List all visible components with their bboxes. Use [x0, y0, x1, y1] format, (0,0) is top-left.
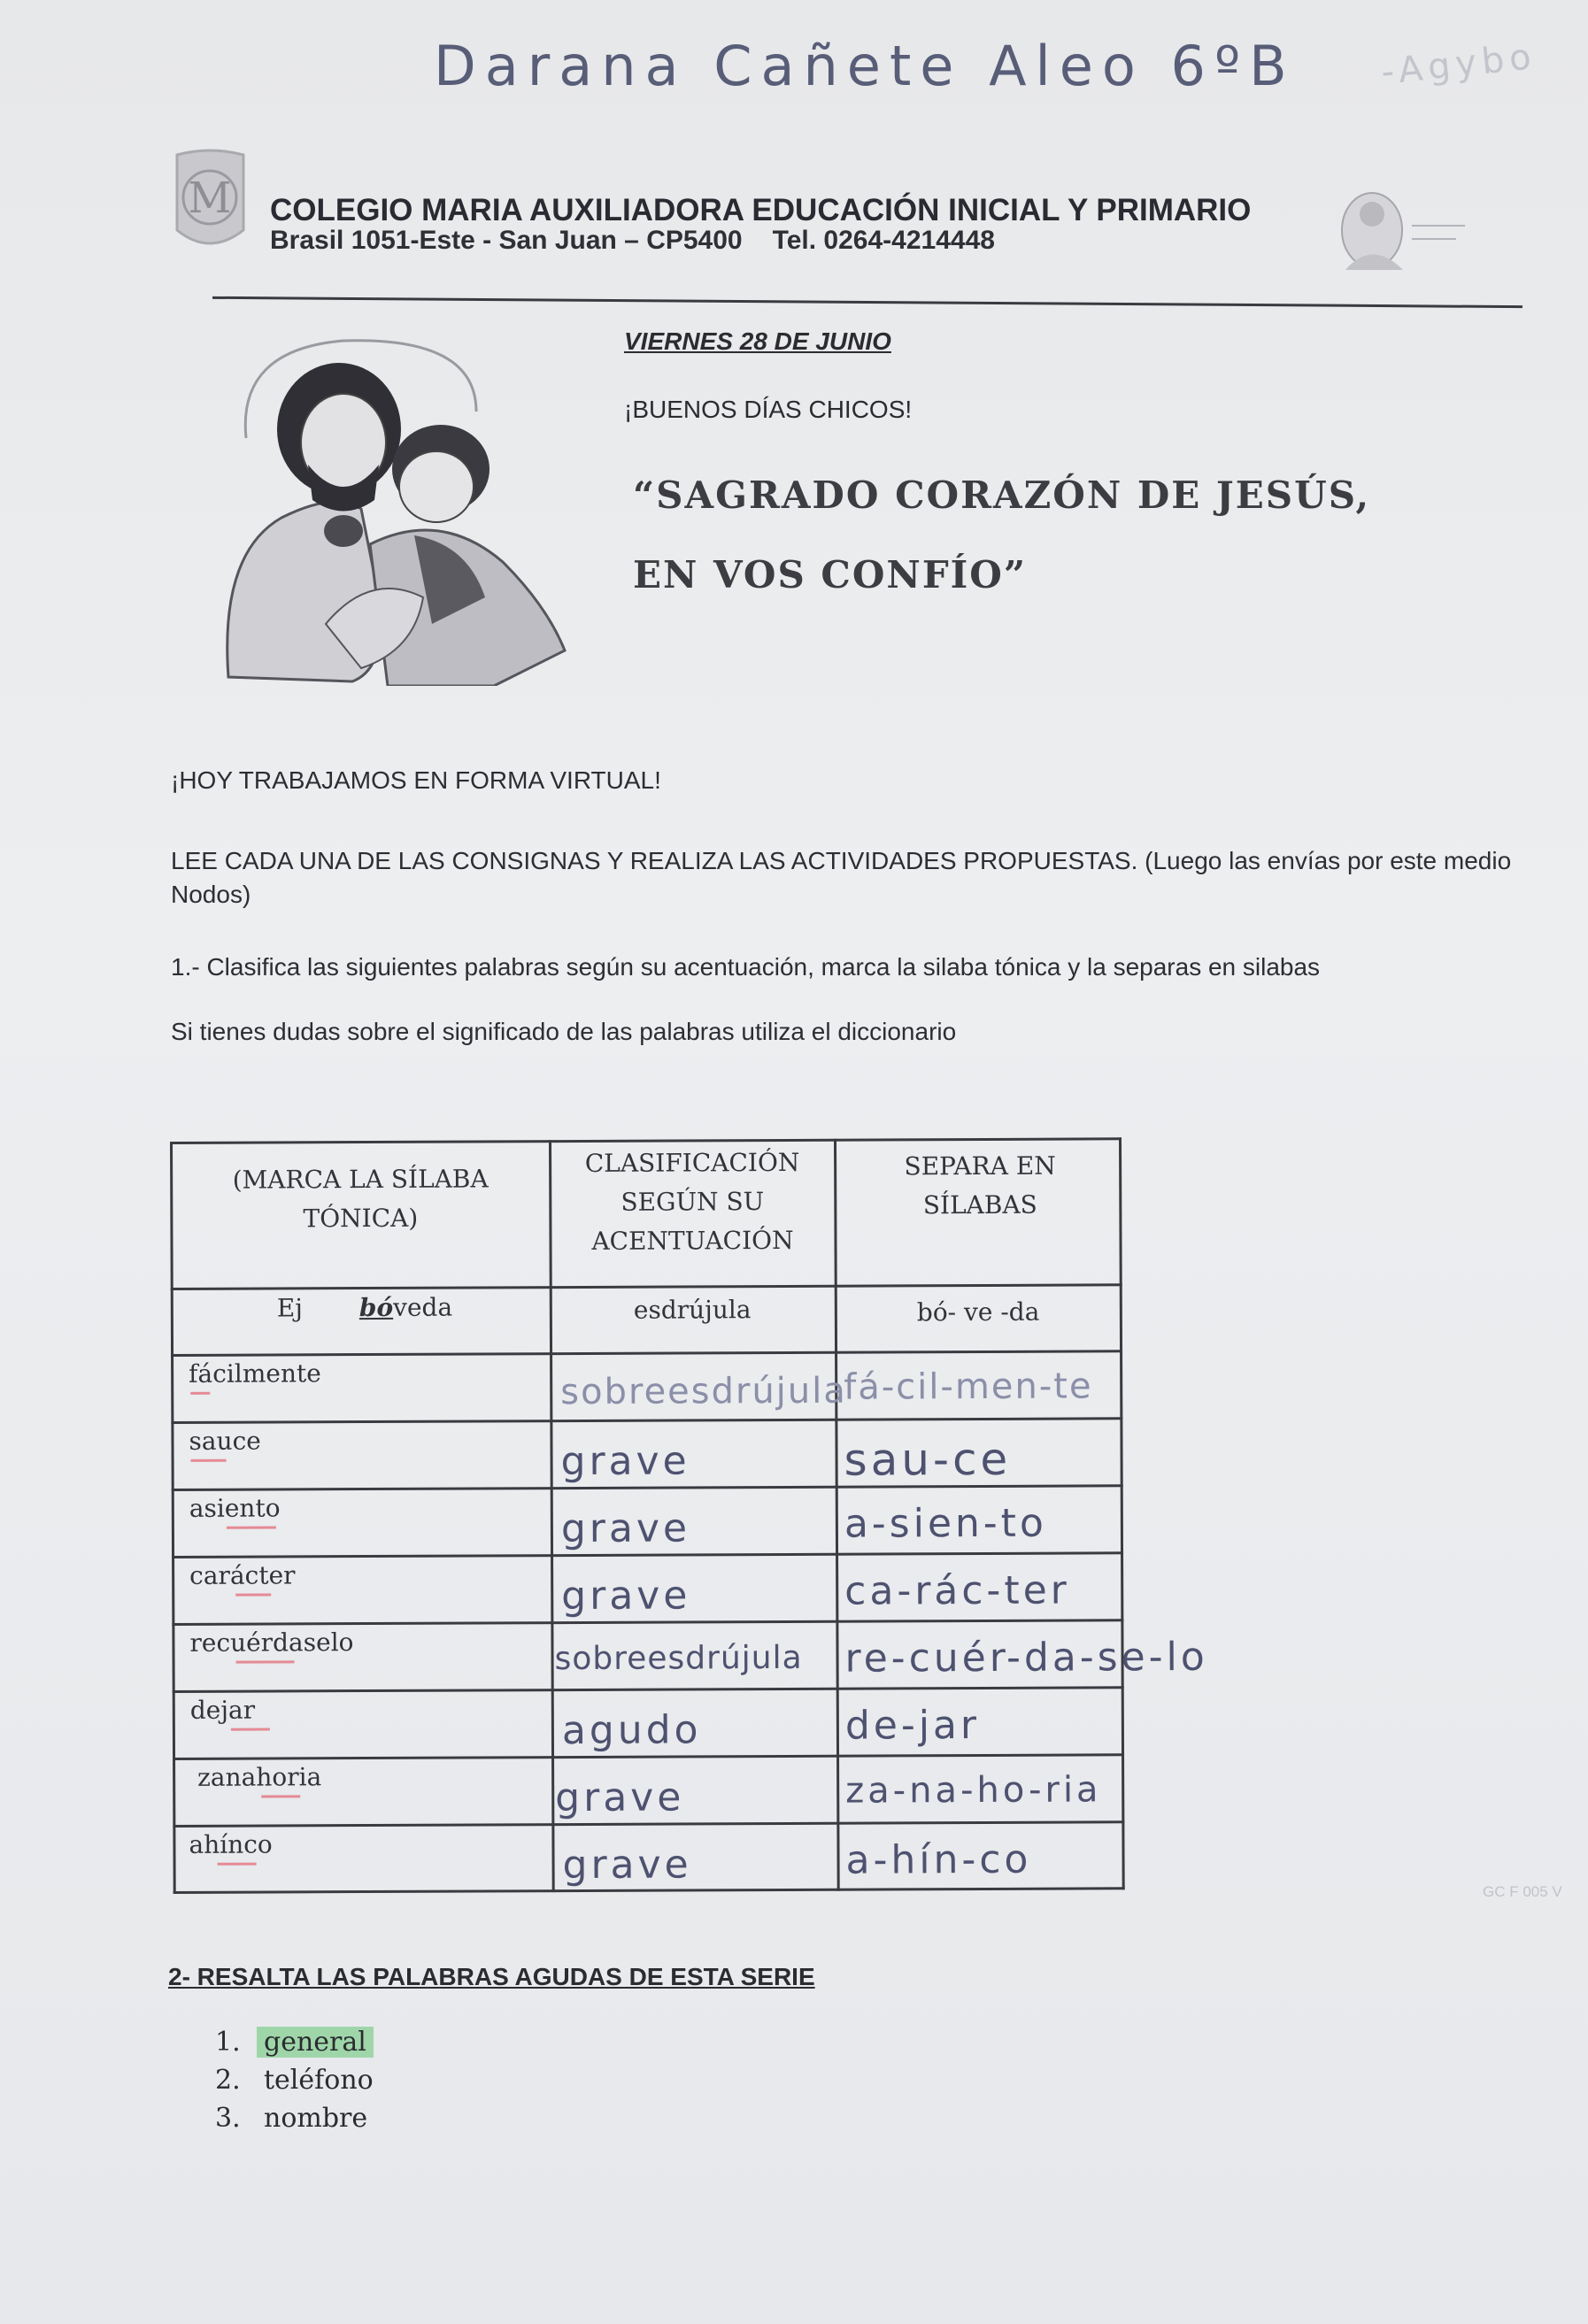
header-marca-silaba: (MARCA LA SÍLABA TÓNICA)	[232, 1164, 489, 1234]
agudas-word-list	[215, 2027, 374, 2141]
word-cell: fácilmente	[189, 1358, 321, 1389]
list-item	[215, 2027, 374, 2065]
handwritten-syllables: ca-rác-ter	[844, 1567, 1070, 1614]
handwritten-classification: grave	[560, 1438, 690, 1485]
activity-2-title: 2- RESALTA LAS PALABRAS AGUDAS DE ESTA SERIE	[168, 1963, 815, 1990]
table-border-bottom	[173, 1887, 1125, 1894]
list-item	[215, 2103, 374, 2141]
list-number: 2.	[215, 2065, 241, 2096]
jesus-embracing-child-illustration	[211, 332, 600, 686]
header-separa-silabas: SEPARA EN SÍLABAS	[904, 1150, 1056, 1220]
handwritten-syllables: sau-ce	[844, 1433, 1012, 1486]
school-name: COLEGIO MARIA AUXILIADORA EDUCACIÓN INICIAL Y PRIMARIO	[270, 193, 1252, 227]
student-name-handwritten: Darana Cañete Aleo 6ºB	[434, 34, 1296, 98]
religious-seal-image	[1323, 186, 1483, 283]
instructions-paragraph: LEE CADA UNA DE LAS CONSIGNAS Y REALIZA LAS ACTIVIDADES PROPUESTAS. (Luego las envías por este medio Nodos)	[171, 847, 1512, 908]
table-border-left	[170, 1142, 176, 1894]
header-divider	[212, 296, 1522, 308]
table-row-line	[173, 1753, 1124, 1760]
handwritten-classification: grave	[562, 1842, 692, 1889]
example-prefix: Ej	[276, 1293, 304, 1323]
handwritten-syllables: re-cuér-da-se-lo	[844, 1634, 1208, 1681]
table-border-right	[1119, 1137, 1125, 1889]
prayer-quote-line-2: EN VOS CONFÍO”	[633, 553, 1028, 596]
school-phone: Tel. 0264-4214448	[772, 226, 995, 255]
handwritten-syllables: za-na-ho-ria	[845, 1769, 1102, 1812]
handwritten-classification: grave	[561, 1573, 691, 1620]
table-row-line	[172, 1484, 1123, 1491]
tonic-mark	[191, 1459, 227, 1462]
word-cell: sauce	[189, 1426, 261, 1456]
svg-text:M: M	[188, 173, 232, 223]
handwritten-classification: grave	[560, 1505, 691, 1552]
handwritten-classification: sobreesdrújula	[560, 1370, 847, 1413]
example-word-rest: veda	[393, 1292, 453, 1322]
word-cell: zanahoria	[197, 1762, 322, 1792]
word-cell: dejar	[189, 1695, 256, 1725]
handwritten-classification: sobreesdrújula	[554, 1639, 803, 1678]
word-cell: asiento	[189, 1493, 281, 1523]
form-code: GC F 005 V	[1483, 1883, 1562, 1900]
example-syllables: bó- ve -da	[916, 1297, 1040, 1327]
table-row-line	[172, 1551, 1123, 1558]
handwritten-syllables: a-sien-to	[844, 1500, 1048, 1547]
corner-scribble: -Agybo	[1379, 35, 1538, 94]
date-heading: VIERNES 28 DE JUNIO	[624, 327, 891, 355]
handwritten-syllables: de-jar	[844, 1703, 981, 1749]
school-address-line	[270, 226, 995, 256]
table-col-divider-1	[549, 1140, 555, 1892]
list-number: 3.	[215, 2103, 241, 2134]
handwritten-classification: grave	[555, 1774, 685, 1821]
example-word-cell	[277, 1293, 452, 1323]
prayer-quote-line-1: “SAGRADO CORAZÓN DE JESÚS,	[633, 473, 1371, 517]
header-clasificacion: CLASIFICACIÓN SEGÚN SU ACENTUACIÓN	[584, 1147, 800, 1256]
handwritten-syllables: a-hín-co	[845, 1836, 1032, 1883]
tonic-mark	[190, 1392, 210, 1395]
word-cell: ahínco	[189, 1829, 273, 1859]
tonic-mark	[236, 1660, 295, 1663]
table-row-line	[171, 1283, 1122, 1290]
list-number: 1.	[215, 2027, 241, 2058]
example-stressed-syllable: bó	[358, 1292, 394, 1323]
handwritten-syllables: fá-cil-men-te	[844, 1366, 1093, 1408]
dictionary-note: Si tienes dudas sobre el significado de las palabras utiliza el diccionario	[171, 1018, 957, 1045]
table-col-divider-2	[834, 1139, 840, 1891]
word-cell: recuérdaselo	[189, 1628, 354, 1658]
list-word: nombre	[264, 2103, 368, 2134]
tonic-mark	[227, 1526, 276, 1528]
table-row-line	[173, 1820, 1124, 1828]
handwritten-classification: agudo	[561, 1707, 702, 1754]
school-address: Brasil 1051-Este - San Juan – CP5400	[270, 226, 743, 255]
virtual-notice: ¡HOY TRABAJAMOS EN FORMA VIRTUAL!	[171, 766, 661, 794]
word-cell: carácter	[189, 1560, 296, 1590]
highlighted-word: general	[257, 2027, 374, 2058]
list-item	[215, 2065, 374, 2103]
activity-1-prompt: 1.- Clasifica las siguientes palabras según su acentuación, marca la silaba tónica y la separas en silabas	[171, 953, 1321, 981]
greeting: ¡BUENOS DÍAS CHICOS!	[624, 396, 913, 423]
example-classification: esdrújula	[633, 1295, 752, 1325]
tonic-mark	[261, 1795, 300, 1797]
tonic-mark	[231, 1728, 270, 1731]
prayer-quote	[633, 456, 1370, 615]
school-logo	[168, 146, 252, 257]
tonic-mark	[218, 1863, 257, 1866]
table-row-line	[173, 1686, 1124, 1693]
table-row-line	[171, 1350, 1122, 1357]
table-row-line	[172, 1619, 1123, 1626]
tonic-mark	[235, 1594, 271, 1597]
table-row-line	[171, 1417, 1122, 1424]
list-word: teléfono	[264, 2065, 374, 2096]
accentuation-table	[170, 1137, 1208, 1894]
